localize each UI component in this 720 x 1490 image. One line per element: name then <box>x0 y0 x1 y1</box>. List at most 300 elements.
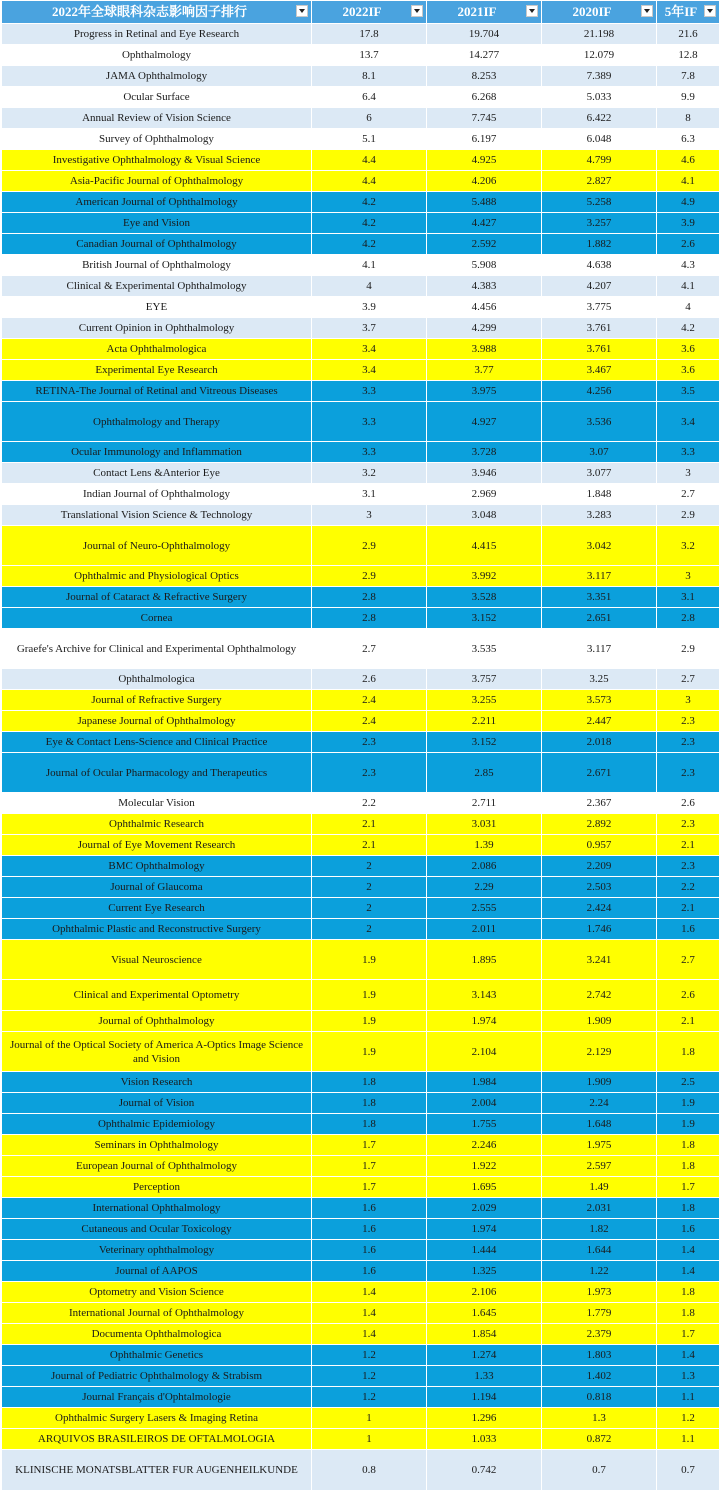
if-5yr-cell[interactable]: 2.1 <box>657 1011 720 1032</box>
journal-name-cell[interactable]: Ophthalmology <box>2 45 312 66</box>
if-2020-cell[interactable]: 3.241 <box>542 940 657 980</box>
if-5yr-cell[interactable]: 1.8 <box>657 1032 720 1072</box>
if-2022-cell[interactable]: 1.8 <box>312 1114 427 1135</box>
if-2022-cell[interactable]: 1.9 <box>312 940 427 980</box>
if-2021-cell[interactable]: 1.645 <box>427 1303 542 1324</box>
journal-name-cell[interactable]: Ophthalmic Plastic and Reconstructive Surgery <box>2 919 312 940</box>
if-2022-cell[interactable]: 3.9 <box>312 297 427 318</box>
journal-name-cell[interactable]: Eye & Contact Lens-Science and Clinical Practice <box>2 732 312 753</box>
if-5yr-cell[interactable]: 1.7 <box>657 1324 720 1345</box>
if-5yr-cell[interactable]: 2.3 <box>657 814 720 835</box>
journal-name-cell[interactable]: Molecular Vision <box>2 793 312 814</box>
if-2022-cell[interactable]: 1.9 <box>312 1032 427 1072</box>
if-5yr-cell[interactable]: 9.9 <box>657 87 720 108</box>
if-2021-cell[interactable]: 2.711 <box>427 793 542 814</box>
if-2020-cell[interactable]: 0.957 <box>542 835 657 856</box>
if-2021-cell[interactable]: 8.253 <box>427 66 542 87</box>
if-2022-cell[interactable]: 3.3 <box>312 442 427 463</box>
journal-name-cell[interactable]: Perception <box>2 1177 312 1198</box>
if-2021-cell[interactable]: 2.969 <box>427 484 542 505</box>
if-2022-cell[interactable]: 6 <box>312 108 427 129</box>
if-2020-cell[interactable]: 1.3 <box>542 1408 657 1429</box>
if-2022-cell[interactable]: 2 <box>312 919 427 940</box>
if-5yr-cell[interactable]: 2.8 <box>657 608 720 629</box>
if-2021-cell[interactable]: 1.895 <box>427 940 542 980</box>
if-2021-cell[interactable]: 4.206 <box>427 171 542 192</box>
if-2020-cell[interactable]: 4.256 <box>542 381 657 402</box>
if-2020-cell[interactable]: 0.872 <box>542 1429 657 1450</box>
filter-dropdown-icon[interactable] <box>296 5 308 17</box>
journal-name-cell[interactable]: ARQUIVOS BRASILEIROS DE OFTALMOLOGIA <box>2 1429 312 1450</box>
if-2022-cell[interactable]: 2 <box>312 856 427 877</box>
if-5yr-cell[interactable]: 2.1 <box>657 835 720 856</box>
if-2022-cell[interactable]: 4.1 <box>312 255 427 276</box>
if-2022-cell[interactable]: 1 <box>312 1408 427 1429</box>
if-2021-cell[interactable]: 3.975 <box>427 381 542 402</box>
if-2020-cell[interactable]: 1.803 <box>542 1345 657 1366</box>
journal-name-cell[interactable]: Journal of Eye Movement Research <box>2 835 312 856</box>
if-5yr-cell[interactable]: 1.6 <box>657 1219 720 1240</box>
if-2020-cell[interactable]: 12.079 <box>542 45 657 66</box>
filter-dropdown-icon[interactable] <box>526 5 538 17</box>
if-2020-cell[interactable]: 3.283 <box>542 505 657 526</box>
journal-name-cell[interactable]: Ophthalmic Epidemiology <box>2 1114 312 1135</box>
journal-name-cell[interactable]: Journal Français d'Ophtalmologie <box>2 1387 312 1408</box>
if-5yr-cell[interactable]: 21.6 <box>657 24 720 45</box>
if-2021-cell[interactable]: 1.444 <box>427 1240 542 1261</box>
journal-name-cell[interactable]: KLINISCHE MONATSBLATTER FUR AUGENHEILKUNDE <box>2 1450 312 1490</box>
journal-name-cell[interactable]: Current Eye Research <box>2 898 312 919</box>
if-2020-cell[interactable]: 3.775 <box>542 297 657 318</box>
if-2021-cell[interactable]: 2.246 <box>427 1135 542 1156</box>
if-2021-cell[interactable]: 4.456 <box>427 297 542 318</box>
if-2020-cell[interactable]: 1.746 <box>542 919 657 940</box>
if-2022-cell[interactable]: 4.2 <box>312 213 427 234</box>
if-2020-cell[interactable]: 3.573 <box>542 690 657 711</box>
if-2021-cell[interactable]: 4.927 <box>427 402 542 442</box>
if-2021-cell[interactable]: 1.695 <box>427 1177 542 1198</box>
if-2022-cell[interactable]: 2.3 <box>312 753 427 793</box>
if-5yr-cell[interactable]: 4.9 <box>657 192 720 213</box>
if-5yr-cell[interactable]: 1.2 <box>657 1408 720 1429</box>
journal-name-cell[interactable]: Cutaneous and Ocular Toxicology <box>2 1219 312 1240</box>
if-2020-cell[interactable]: 0.818 <box>542 1387 657 1408</box>
if-2022-cell[interactable]: 3.3 <box>312 402 427 442</box>
journal-name-cell[interactable]: Ophthalmic Surgery Lasers & Imaging Retina <box>2 1408 312 1429</box>
if-2022-cell[interactable]: 17.8 <box>312 24 427 45</box>
if-2022-cell[interactable]: 2.2 <box>312 793 427 814</box>
journal-name-cell[interactable]: Progress in Retinal and Eye Research <box>2 24 312 45</box>
if-2021-cell[interactable]: 1.39 <box>427 835 542 856</box>
filter-dropdown-icon[interactable] <box>411 5 423 17</box>
journal-name-cell[interactable]: Japanese Journal of Ophthalmology <box>2 711 312 732</box>
if-2020-cell[interactable]: 1.648 <box>542 1114 657 1135</box>
journal-name-cell[interactable]: BMC Ophthalmology <box>2 856 312 877</box>
if-2022-cell[interactable]: 13.7 <box>312 45 427 66</box>
if-5yr-cell[interactable]: 4.1 <box>657 171 720 192</box>
if-2021-cell[interactable]: 2.211 <box>427 711 542 732</box>
if-5yr-cell[interactable]: 1.9 <box>657 1093 720 1114</box>
if-5yr-cell[interactable]: 1.8 <box>657 1303 720 1324</box>
if-2022-cell[interactable]: 1.2 <box>312 1366 427 1387</box>
if-2020-cell[interactable]: 2.503 <box>542 877 657 898</box>
journal-name-cell[interactable]: Journal of Ophthalmology <box>2 1011 312 1032</box>
if-2021-cell[interactable]: 3.77 <box>427 360 542 381</box>
journal-name-cell[interactable]: Indian Journal of Ophthalmology <box>2 484 312 505</box>
journal-name-cell[interactable]: Current Opinion in Ophthalmology <box>2 318 312 339</box>
if-5yr-cell[interactable]: 2.3 <box>657 732 720 753</box>
journal-name-cell[interactable]: Asia-Pacific Journal of Ophthalmology <box>2 171 312 192</box>
if-2022-cell[interactable]: 3.3 <box>312 381 427 402</box>
if-2020-cell[interactable]: 3.761 <box>542 339 657 360</box>
if-5yr-cell[interactable]: 1.4 <box>657 1261 720 1282</box>
if-2020-cell[interactable]: 4.207 <box>542 276 657 297</box>
if-2020-cell[interactable]: 1.882 <box>542 234 657 255</box>
journal-name-cell[interactable]: Visual Neuroscience <box>2 940 312 980</box>
if-2022-cell[interactable]: 2.1 <box>312 835 427 856</box>
if-2021-cell[interactable]: 2.011 <box>427 919 542 940</box>
if-2021-cell[interactable]: 3.728 <box>427 442 542 463</box>
if-2022-cell[interactable]: 3.1 <box>312 484 427 505</box>
if-2020-cell[interactable]: 21.198 <box>542 24 657 45</box>
if-2022-cell[interactable]: 1.9 <box>312 980 427 1011</box>
if-2020-cell[interactable]: 2.209 <box>542 856 657 877</box>
if-2020-cell[interactable]: 2.129 <box>542 1032 657 1072</box>
if-5yr-cell[interactable]: 1.4 <box>657 1345 720 1366</box>
if-2022-cell[interactable]: 6.4 <box>312 87 427 108</box>
journal-name-cell[interactable]: Graefe's Archive for Clinical and Experimental Ophthalmology <box>2 629 312 669</box>
journal-name-cell[interactable]: Ocular Immunology and Inflammation <box>2 442 312 463</box>
journal-name-cell[interactable]: Journal of Cataract & Refractive Surgery <box>2 587 312 608</box>
journal-name-cell[interactable]: Ophthalmic Genetics <box>2 1345 312 1366</box>
if-5yr-cell[interactable]: 1.8 <box>657 1282 720 1303</box>
if-5yr-cell[interactable]: 2.3 <box>657 711 720 732</box>
journal-name-cell[interactable]: Acta Ophthalmologica <box>2 339 312 360</box>
journal-name-cell[interactable]: Canadian Journal of Ophthalmology <box>2 234 312 255</box>
if-5yr-cell[interactable]: 1.3 <box>657 1366 720 1387</box>
journal-name-cell[interactable]: Experimental Eye Research <box>2 360 312 381</box>
if-2022-cell[interactable]: 1.2 <box>312 1387 427 1408</box>
if-2021-cell[interactable]: 2.104 <box>427 1032 542 1072</box>
if-2020-cell[interactable]: 3.25 <box>542 669 657 690</box>
if-2020-cell[interactable]: 0.7 <box>542 1450 657 1490</box>
if-2020-cell[interactable]: 2.827 <box>542 171 657 192</box>
if-2020-cell[interactable]: 1.973 <box>542 1282 657 1303</box>
if-2020-cell[interactable]: 3.117 <box>542 566 657 587</box>
journal-name-cell[interactable]: JAMA Ophthalmology <box>2 66 312 87</box>
journal-name-cell[interactable]: Cornea <box>2 608 312 629</box>
if-2021-cell[interactable]: 5.488 <box>427 192 542 213</box>
if-5yr-cell[interactable]: 2.2 <box>657 877 720 898</box>
if-2022-cell[interactable]: 2 <box>312 898 427 919</box>
if-5yr-cell[interactable]: 0.7 <box>657 1450 720 1490</box>
if-2021-cell[interactable]: 14.277 <box>427 45 542 66</box>
if-2022-cell[interactable]: 1.7 <box>312 1177 427 1198</box>
if-2020-cell[interactable]: 2.018 <box>542 732 657 753</box>
if-2021-cell[interactable]: 3.143 <box>427 980 542 1011</box>
journal-name-cell[interactable]: Journal of Neuro-Ophthalmology <box>2 526 312 566</box>
if-2022-cell[interactable]: 3.4 <box>312 339 427 360</box>
journal-name-cell[interactable]: Journal of Pediatric Ophthalmology & Strabism <box>2 1366 312 1387</box>
if-2022-cell[interactable]: 1.6 <box>312 1219 427 1240</box>
if-5yr-cell[interactable]: 2.6 <box>657 793 720 814</box>
if-2022-cell[interactable]: 2.9 <box>312 566 427 587</box>
if-2020-cell[interactable]: 2.379 <box>542 1324 657 1345</box>
if-2022-cell[interactable]: 3 <box>312 505 427 526</box>
if-5yr-cell[interactable]: 6.3 <box>657 129 720 150</box>
if-5yr-cell[interactable]: 1.8 <box>657 1198 720 1219</box>
if-2021-cell[interactable]: 4.383 <box>427 276 542 297</box>
journal-name-cell[interactable]: Journal of AAPOS <box>2 1261 312 1282</box>
if-2022-cell[interactable]: 1.4 <box>312 1282 427 1303</box>
if-2020-cell[interactable]: 2.031 <box>542 1198 657 1219</box>
if-5yr-cell[interactable]: 7.8 <box>657 66 720 87</box>
if-2021-cell[interactable]: 0.742 <box>427 1450 542 1490</box>
if-2020-cell[interactable]: 2.367 <box>542 793 657 814</box>
if-2021-cell[interactable]: 2.029 <box>427 1198 542 1219</box>
if-2022-cell[interactable]: 8.1 <box>312 66 427 87</box>
journal-name-cell[interactable]: Ophthalmic and Physiological Optics <box>2 566 312 587</box>
if-2020-cell[interactable]: 7.389 <box>542 66 657 87</box>
journal-name-cell[interactable]: Journal of Ocular Pharmacology and Therapeutics <box>2 753 312 793</box>
if-2022-cell[interactable]: 1.6 <box>312 1261 427 1282</box>
journal-name-cell[interactable]: American Journal of Ophthalmology <box>2 192 312 213</box>
if-5yr-cell[interactable]: 3.6 <box>657 360 720 381</box>
if-2020-cell[interactable]: 3.536 <box>542 402 657 442</box>
journal-name-cell[interactable]: EYE <box>2 297 312 318</box>
journal-name-cell[interactable]: Clinical and Experimental Optometry <box>2 980 312 1011</box>
if-5yr-cell[interactable]: 8 <box>657 108 720 129</box>
if-2022-cell[interactable]: 2.8 <box>312 608 427 629</box>
if-5yr-cell[interactable]: 1.4 <box>657 1240 720 1261</box>
journal-name-cell[interactable]: Clinical & Experimental Ophthalmology <box>2 276 312 297</box>
if-2020-cell[interactable]: 2.742 <box>542 980 657 1011</box>
journal-name-cell[interactable]: Contact Lens &Anterior Eye <box>2 463 312 484</box>
if-2021-cell[interactable]: 3.992 <box>427 566 542 587</box>
journal-name-cell[interactable]: Journal of Glaucoma <box>2 877 312 898</box>
if-5yr-cell[interactable]: 4 <box>657 297 720 318</box>
if-2020-cell[interactable]: 2.892 <box>542 814 657 835</box>
journal-name-cell[interactable]: Seminars in Ophthalmology <box>2 1135 312 1156</box>
if-2022-cell[interactable]: 2.7 <box>312 629 427 669</box>
if-2021-cell[interactable]: 2.106 <box>427 1282 542 1303</box>
if-2020-cell[interactable]: 2.671 <box>542 753 657 793</box>
if-5yr-cell[interactable]: 3 <box>657 690 720 711</box>
journal-name-cell[interactable]: RETINA-The Journal of Retinal and Vitreous Diseases <box>2 381 312 402</box>
if-2021-cell[interactable]: 1.33 <box>427 1366 542 1387</box>
if-5yr-cell[interactable]: 3.9 <box>657 213 720 234</box>
if-2020-cell[interactable]: 3.351 <box>542 587 657 608</box>
if-2021-cell[interactable]: 4.299 <box>427 318 542 339</box>
if-5yr-cell[interactable]: 12.8 <box>657 45 720 66</box>
if-5yr-cell[interactable]: 4.2 <box>657 318 720 339</box>
if-2020-cell[interactable]: 1.779 <box>542 1303 657 1324</box>
if-5yr-cell[interactable]: 4.6 <box>657 150 720 171</box>
if-2022-cell[interactable]: 2.3 <box>312 732 427 753</box>
if-2022-cell[interactable]: 1.2 <box>312 1345 427 1366</box>
if-2021-cell[interactable]: 3.152 <box>427 608 542 629</box>
if-2020-cell[interactable]: 6.048 <box>542 129 657 150</box>
if-5yr-cell[interactable]: 3.4 <box>657 402 720 442</box>
if-2020-cell[interactable]: 3.042 <box>542 526 657 566</box>
journal-name-cell[interactable]: Ophthalmology and Therapy <box>2 402 312 442</box>
if-2020-cell[interactable]: 1.848 <box>542 484 657 505</box>
journal-name-cell[interactable]: Ocular Surface <box>2 87 312 108</box>
if-2020-cell[interactable]: 5.258 <box>542 192 657 213</box>
if-5yr-cell[interactable]: 1.8 <box>657 1156 720 1177</box>
journal-name-cell[interactable]: British Journal of Ophthalmology <box>2 255 312 276</box>
if-2021-cell[interactable]: 1.854 <box>427 1324 542 1345</box>
if-2022-cell[interactable]: 2.4 <box>312 690 427 711</box>
if-2020-cell[interactable]: 2.424 <box>542 898 657 919</box>
if-5yr-cell[interactable]: 2.1 <box>657 898 720 919</box>
if-5yr-cell[interactable]: 2.6 <box>657 234 720 255</box>
if-2021-cell[interactable]: 3.255 <box>427 690 542 711</box>
if-2020-cell[interactable]: 3.077 <box>542 463 657 484</box>
if-5yr-cell[interactable]: 4.3 <box>657 255 720 276</box>
if-2022-cell[interactable]: 1 <box>312 1429 427 1450</box>
if-2021-cell[interactable]: 3.048 <box>427 505 542 526</box>
if-2021-cell[interactable]: 3.946 <box>427 463 542 484</box>
if-2022-cell[interactable]: 3.4 <box>312 360 427 381</box>
if-5yr-cell[interactable]: 2.7 <box>657 940 720 980</box>
if-2021-cell[interactable]: 6.268 <box>427 87 542 108</box>
if-2022-cell[interactable]: 2.8 <box>312 587 427 608</box>
if-2021-cell[interactable]: 1.922 <box>427 1156 542 1177</box>
if-2020-cell[interactable]: 4.638 <box>542 255 657 276</box>
if-5yr-cell[interactable]: 2.5 <box>657 1072 720 1093</box>
journal-name-cell[interactable]: International Ophthalmology <box>2 1198 312 1219</box>
if-2022-cell[interactable]: 4.2 <box>312 192 427 213</box>
if-2020-cell[interactable]: 2.651 <box>542 608 657 629</box>
if-5yr-cell[interactable]: 1.9 <box>657 1114 720 1135</box>
if-5yr-cell[interactable]: 2.3 <box>657 753 720 793</box>
if-2020-cell[interactable]: 1.644 <box>542 1240 657 1261</box>
if-5yr-cell[interactable]: 3.1 <box>657 587 720 608</box>
if-2022-cell[interactable]: 5.1 <box>312 129 427 150</box>
if-2021-cell[interactable]: 2.29 <box>427 877 542 898</box>
if-2021-cell[interactable]: 2.086 <box>427 856 542 877</box>
if-2021-cell[interactable]: 2.555 <box>427 898 542 919</box>
journal-name-cell[interactable]: Journal of Vision <box>2 1093 312 1114</box>
if-2021-cell[interactable]: 1.194 <box>427 1387 542 1408</box>
if-5yr-cell[interactable]: 2.9 <box>657 629 720 669</box>
if-2021-cell[interactable]: 3.988 <box>427 339 542 360</box>
if-5yr-cell[interactable]: 2.3 <box>657 856 720 877</box>
if-5yr-cell[interactable]: 1.8 <box>657 1135 720 1156</box>
if-2022-cell[interactable]: 1.4 <box>312 1324 427 1345</box>
if-2020-cell[interactable]: 1.909 <box>542 1072 657 1093</box>
if-5yr-cell[interactable]: 1.7 <box>657 1177 720 1198</box>
journal-name-cell[interactable]: Ophthalmic Research <box>2 814 312 835</box>
if-2022-cell[interactable]: 1.7 <box>312 1156 427 1177</box>
if-2021-cell[interactable]: 4.427 <box>427 213 542 234</box>
if-2021-cell[interactable]: 7.745 <box>427 108 542 129</box>
journal-name-cell[interactable]: European Journal of Ophthalmology <box>2 1156 312 1177</box>
journal-name-cell[interactable]: Ophthalmologica <box>2 669 312 690</box>
if-2020-cell[interactable]: 3.07 <box>542 442 657 463</box>
if-2021-cell[interactable]: 3.152 <box>427 732 542 753</box>
if-2020-cell[interactable]: 2.447 <box>542 711 657 732</box>
if-2022-cell[interactable]: 4.4 <box>312 150 427 171</box>
if-2021-cell[interactable]: 2.004 <box>427 1093 542 1114</box>
if-2020-cell[interactable]: 3.257 <box>542 213 657 234</box>
if-2020-cell[interactable]: 1.909 <box>542 1011 657 1032</box>
if-2021-cell[interactable]: 3.535 <box>427 629 542 669</box>
if-2020-cell[interactable]: 3.761 <box>542 318 657 339</box>
if-5yr-cell[interactable]: 1.1 <box>657 1429 720 1450</box>
if-2020-cell[interactable]: 6.422 <box>542 108 657 129</box>
if-5yr-cell[interactable]: 3 <box>657 463 720 484</box>
if-5yr-cell[interactable]: 1.1 <box>657 1387 720 1408</box>
if-2021-cell[interactable]: 1.974 <box>427 1219 542 1240</box>
journal-name-cell[interactable]: Documenta Ophthalmologica <box>2 1324 312 1345</box>
if-2021-cell[interactable]: 6.197 <box>427 129 542 150</box>
journal-name-cell[interactable]: International Journal of Ophthalmology <box>2 1303 312 1324</box>
if-2022-cell[interactable]: 1.4 <box>312 1303 427 1324</box>
if-2022-cell[interactable]: 4.4 <box>312 171 427 192</box>
if-2021-cell[interactable]: 2.85 <box>427 753 542 793</box>
if-2021-cell[interactable]: 1.325 <box>427 1261 542 1282</box>
if-5yr-cell[interactable]: 3 <box>657 566 720 587</box>
if-2020-cell[interactable]: 1.22 <box>542 1261 657 1282</box>
if-2021-cell[interactable]: 5.908 <box>427 255 542 276</box>
if-2021-cell[interactable]: 1.755 <box>427 1114 542 1135</box>
if-2021-cell[interactable]: 4.415 <box>427 526 542 566</box>
journal-name-cell[interactable]: Optometry and Vision Science <box>2 1282 312 1303</box>
if-2020-cell[interactable]: 4.799 <box>542 150 657 171</box>
if-2020-cell[interactable]: 1.975 <box>542 1135 657 1156</box>
if-5yr-cell[interactable]: 1.6 <box>657 919 720 940</box>
journal-name-cell[interactable]: Journal of the Optical Society of America A-Optics Image Science and Vision <box>2 1032 312 1072</box>
if-5yr-cell[interactable]: 4.1 <box>657 276 720 297</box>
if-2020-cell[interactable]: 1.49 <box>542 1177 657 1198</box>
if-2021-cell[interactable]: 1.974 <box>427 1011 542 1032</box>
if-2022-cell[interactable]: 2.6 <box>312 669 427 690</box>
journal-name-cell[interactable]: Journal of Refractive Surgery <box>2 690 312 711</box>
filter-dropdown-icon[interactable] <box>704 5 716 17</box>
journal-name-cell[interactable]: Eye and Vision <box>2 213 312 234</box>
if-2022-cell[interactable]: 2.4 <box>312 711 427 732</box>
if-2021-cell[interactable]: 1.296 <box>427 1408 542 1429</box>
if-2020-cell[interactable]: 3.467 <box>542 360 657 381</box>
if-2022-cell[interactable]: 4.2 <box>312 234 427 255</box>
if-2020-cell[interactable]: 2.597 <box>542 1156 657 1177</box>
if-5yr-cell[interactable]: 2.7 <box>657 669 720 690</box>
if-2022-cell[interactable]: 1.7 <box>312 1135 427 1156</box>
if-2021-cell[interactable]: 3.528 <box>427 587 542 608</box>
if-2022-cell[interactable]: 1.6 <box>312 1240 427 1261</box>
if-2021-cell[interactable]: 3.031 <box>427 814 542 835</box>
if-2022-cell[interactable]: 4 <box>312 276 427 297</box>
if-5yr-cell[interactable]: 2.6 <box>657 980 720 1011</box>
if-2022-cell[interactable]: 1.9 <box>312 1011 427 1032</box>
journal-name-cell[interactable]: Vision Research <box>2 1072 312 1093</box>
if-2022-cell[interactable]: 3.2 <box>312 463 427 484</box>
journal-name-cell[interactable]: Veterinary ophthalmology <box>2 1240 312 1261</box>
if-2022-cell[interactable]: 3.7 <box>312 318 427 339</box>
if-5yr-cell[interactable]: 2.9 <box>657 505 720 526</box>
journal-name-cell[interactable]: Investigative Ophthalmology & Visual Science <box>2 150 312 171</box>
if-5yr-cell[interactable]: 3.3 <box>657 442 720 463</box>
if-2020-cell[interactable]: 2.24 <box>542 1093 657 1114</box>
if-2020-cell[interactable]: 1.402 <box>542 1366 657 1387</box>
if-2022-cell[interactable]: 1.8 <box>312 1093 427 1114</box>
journal-name-cell[interactable]: Translational Vision Science & Technology <box>2 505 312 526</box>
if-2020-cell[interactable]: 1.82 <box>542 1219 657 1240</box>
if-2021-cell[interactable]: 1.033 <box>427 1429 542 1450</box>
journal-name-cell[interactable]: Annual Review of Vision Science <box>2 108 312 129</box>
